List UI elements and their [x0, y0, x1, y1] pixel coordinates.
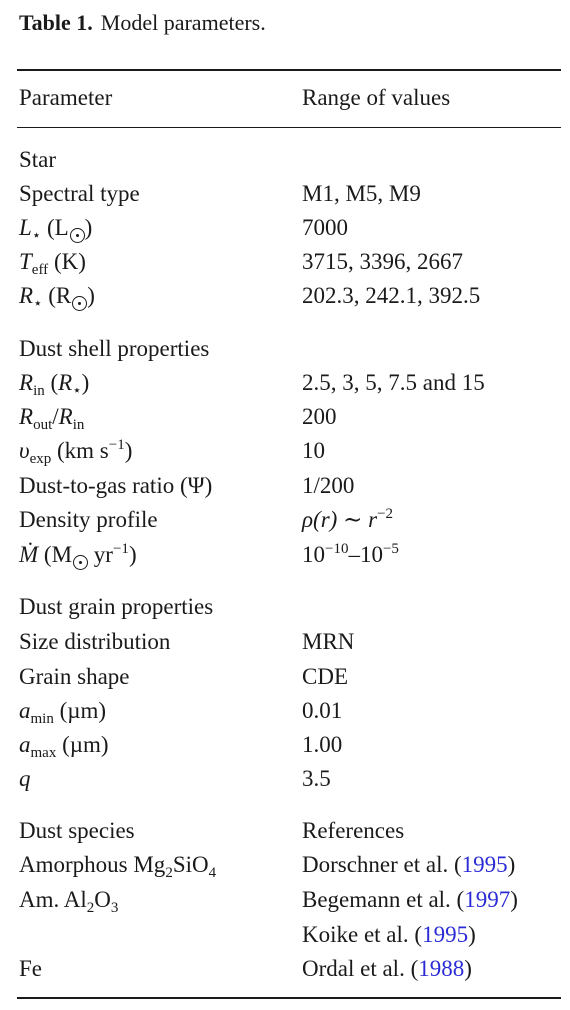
section-dust-shell: Dust shell properties	[19, 336, 210, 361]
radius-unit-open: (R	[42, 283, 72, 308]
rin-symbol-2: R	[58, 404, 73, 429]
ratio-slash: /	[52, 404, 59, 429]
luminosity-unit-open: (L	[41, 215, 69, 240]
mg2sio4-ref-year-link[interactable]: 1995	[461, 852, 508, 877]
row-grain-shape-value: CDE	[302, 664, 348, 689]
rin-subscript-2: in	[72, 417, 85, 433]
row-amin-value: 0.01	[302, 698, 343, 723]
rin-symbol: R	[19, 370, 34, 395]
row-teff-label	[19, 248, 86, 276]
mg2sio4-sub-2: 4	[208, 865, 217, 881]
al2o3-sub-2: 3	[110, 900, 119, 916]
row-vexp-label	[19, 437, 132, 465]
mdot-exponent-1: −10	[325, 541, 349, 557]
top-rule	[17, 69, 561, 71]
header-range: Range of values	[302, 85, 451, 110]
al2o3-ref2-close: )	[468, 922, 476, 947]
al2o3-ref2-text: Koike et al. (	[302, 922, 423, 947]
row-radius-label	[19, 282, 95, 311]
vexp-unit-exponent: −1	[108, 437, 125, 453]
row-teff-value: 3715, 3396, 2667	[302, 249, 463, 274]
mdot-unit-exponent: −1	[112, 541, 129, 557]
al2o3-ref-close: )	[510, 887, 518, 912]
vexp-symbol: υ	[19, 438, 30, 463]
row-al2o3-reference-2	[302, 921, 476, 949]
solar-symbol-icon	[70, 228, 85, 243]
mg2sio4-part-2: SiO	[172, 852, 209, 877]
rin-unit-open: (	[44, 370, 59, 395]
amax-symbol: a	[19, 732, 31, 757]
amax-unit: (µm)	[56, 732, 109, 757]
rin-unit-symbol: R	[58, 370, 73, 395]
row-spectral-type-label: Spectral type	[19, 181, 140, 206]
row-mg2sio4-reference	[302, 851, 515, 879]
section-dust-species: Dust species	[19, 818, 135, 843]
teff-unit: (K)	[48, 249, 86, 274]
al2o3-ref2-year-link[interactable]: 1995	[422, 922, 469, 947]
row-amax-label	[19, 731, 109, 759]
mdot-base-1: 10	[302, 542, 325, 567]
bottom-rule	[17, 997, 561, 999]
caption-title: Model parameters.	[100, 10, 266, 35]
row-al2o3-reference	[302, 886, 518, 914]
mdot-unit-open: (M	[38, 542, 73, 567]
row-al2o3-label	[19, 886, 118, 914]
row-mdot-value	[302, 541, 399, 569]
row-luminosity-value: 7000	[302, 215, 348, 240]
row-luminosity-label	[19, 214, 92, 243]
amax-subscript: max	[30, 745, 57, 761]
row-density-label: Density profile	[19, 507, 158, 532]
mdot-exponent-2: −5	[382, 541, 399, 557]
mg2sio4-sub-1: 2	[165, 865, 173, 881]
row-rout-rin-label	[19, 403, 84, 431]
rout-subscript: out	[33, 417, 53, 433]
radius-unit-close: )	[87, 283, 95, 308]
row-q-value: 3.5	[302, 766, 331, 791]
row-rout-rin-value: 200	[302, 404, 337, 429]
rin-unit-close: )	[81, 370, 90, 395]
teff-symbol: T	[19, 249, 32, 274]
density-r: r	[368, 507, 378, 532]
mdot-unit-close: )	[128, 542, 137, 567]
vexp-unit-close: )	[124, 438, 133, 463]
solar-symbol-icon	[72, 296, 87, 311]
radius-symbol: R	[19, 283, 34, 308]
vexp-unit-open: (km s	[51, 438, 109, 463]
row-mdot-label	[19, 541, 137, 570]
mdot-base-2: 10	[359, 542, 383, 567]
header-parameter: Parameter	[19, 85, 113, 110]
vexp-subscript: exp	[29, 451, 52, 467]
references-header: References	[302, 818, 405, 843]
amin-unit: (µm)	[53, 698, 107, 723]
fe-ref-year-link[interactable]: 1988	[418, 956, 465, 981]
al2o3-part-2: O	[94, 887, 111, 912]
fe-ref-close: )	[464, 956, 472, 981]
row-rin-value: 2.5, 3, 5, 7.5 and 15	[302, 370, 485, 395]
luminosity-subscript: ⋆	[31, 228, 42, 244]
row-vexp-value: 10	[302, 438, 325, 463]
al2o3-ref-text: Begemann et al. (	[302, 887, 465, 912]
solar-symbol-icon	[73, 555, 88, 570]
rout-symbol: R	[19, 404, 34, 429]
row-amin-label	[19, 697, 106, 725]
row-fe-reference	[302, 955, 472, 983]
row-radius-value: 202.3, 242.1, 392.5	[302, 283, 481, 308]
row-size-distribution-value: MRN	[302, 629, 355, 654]
row-fe-label: Fe	[19, 956, 42, 981]
teff-subscript: eff	[31, 262, 49, 278]
row-density-value	[302, 506, 393, 534]
fe-ref-text: Ordal et al. (	[302, 956, 419, 981]
mg2sio4-ref-text: Dorschner et al. (	[302, 852, 462, 877]
rin-unit-subscript: ⋆	[72, 383, 82, 399]
mg2sio4-ref-close: )	[507, 852, 516, 877]
caption-label: Table 1.	[19, 10, 93, 35]
table-caption	[19, 10, 266, 36]
rin-subscript: in	[33, 383, 45, 399]
row-amax-value: 1.00	[302, 732, 343, 757]
density-sim: ∼	[337, 507, 369, 532]
amin-subscript: min	[30, 711, 54, 727]
row-q-label: q	[19, 766, 31, 791]
density-rho: ρ	[302, 507, 314, 532]
section-dust-grain: Dust grain properties	[19, 594, 214, 619]
row-mg2sio4-label	[19, 851, 216, 879]
radius-subscript: ⋆	[33, 296, 43, 312]
row-dust-to-gas-label: Dust-to-gas ratio (Ψ)	[19, 473, 213, 498]
mdot-unit-mid: yr	[88, 542, 113, 567]
luminosity-symbol: L	[19, 215, 32, 240]
al2o3-ref-year-link[interactable]: 1997	[464, 887, 511, 912]
section-star: Star	[19, 147, 57, 172]
row-grain-shape-label: Grain shape	[19, 664, 130, 689]
al2o3-part-1: Am. Al	[19, 887, 87, 912]
luminosity-unit-close: )	[84, 215, 93, 240]
row-dust-to-gas-value: 1/200	[302, 473, 355, 498]
row-spectral-type-value: M1, M5, M9	[302, 181, 421, 206]
row-rin-label	[19, 369, 89, 397]
mdot-symbol: Ṁ	[19, 542, 39, 567]
density-r-arg: (r)	[313, 507, 338, 532]
mg2sio4-part-1: Amorphous Mg	[19, 852, 166, 877]
row-size-distribution-label: Size distribution	[19, 629, 171, 654]
al2o3-sub-1: 2	[86, 900, 95, 916]
amin-symbol: a	[19, 698, 31, 723]
header-rule	[17, 127, 561, 128]
density-exponent: −2	[377, 506, 394, 522]
mdot-dash: –	[348, 542, 360, 567]
